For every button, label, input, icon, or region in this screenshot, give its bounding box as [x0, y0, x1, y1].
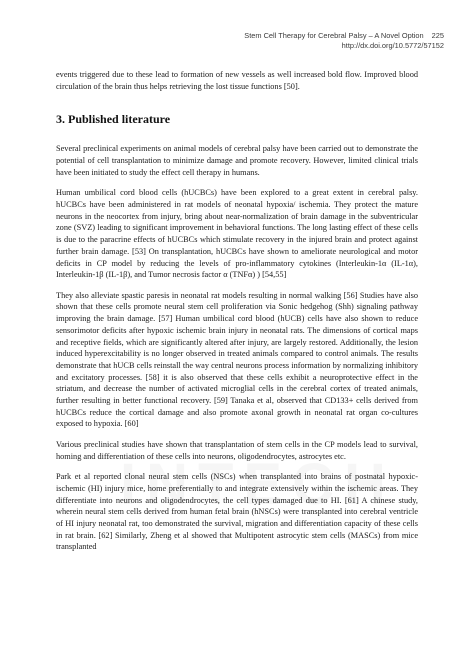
section-heading: 3. Published literature	[56, 112, 171, 127]
paragraph: Various preclinical studies have shown that transplantation of stem cells in the CP models lead to survival, homing and differentiation of these cells into neurons, oligodendrocytes, astrocytes etc.	[56, 439, 418, 461]
paragraph: events triggered due to these lead to formation of new vessels as well increased bold flow. Improved blood circulation of the brain thus helps retrieving the lost tissue functions [50].	[56, 70, 418, 91]
running-title: Stem Cell Therapy for Cerebral Palsy – A Novel Option	[244, 31, 424, 40]
paragraph: Park et al reported clonal neural stem cells (NSCs) when transplanted into brains of postnatal hypoxic-ischemic (HI) injury mice, home preferentially to and integrate extensively within the ischemic areas. They differentiate into neurons and oligodendrocytes, the cell types damaged due to HI. [61] A chinese study, wherein neural stem cells derived from human fetal brain (hNSCs) were transplanted into cerebral ventricle of HI injury neonatal rat, too demonstrated the survival, migration and differentiation capacity of these cells in rat brain. [62] Similarly, Zheng et al showed that Multipotent astrocytic stem cells (MASCs) from mice transplanted	[56, 472, 418, 552]
running-header	[124, 31, 444, 51]
page-number: 225	[431, 31, 444, 40]
doi-link[interactable]: http://dx.doi.org/10.5772/57152	[341, 41, 444, 50]
body-text	[56, 69, 418, 562]
paragraph: Several preclinical experiments on animal models of cerebral palsy have been carried out to demonstrate the potential of cell transplantation to minimize damage and promote recovery. However, limited clinical trials have been initiated to study the effect cell therapy in humans.	[56, 144, 418, 177]
header-title-row	[124, 31, 444, 41]
paragraph: Human umbilical cord blood cells (hUCBCs) have been explored to a great extent in cerebral palsy. hUCBCs have been administered in rat models of neonatal hypoxia/ ischemia. They protect the mature neurons in the neocortex from injury, bring about near-normalization of brain damage in the subventricular zone (SVZ) leading to significant improvement in behavioral functions. The long lasting effect of these cells is due to the paracrine effects of hUCBCs which stimulate recovery in the injured brain and protect against further brain damage. [53] On transplantation, hUCBCs have shown to ameliorate neurological and motor deficits in CP model by reducing the levels of pro-inflammatory cytokines (Interleukin-1α (IL-1α), Interleukin-1β (IL-1β), and Tumor necrosis factor α (TNFα) ) [54,55]	[56, 188, 418, 280]
paragraph: They also alleviate spastic paresis in neonatal rat models resulting in normal walking [56] Studies have also shown that these cells promote neural stem cell proliferation via Sonic hedgehog (Shh) signaling pathway improving the brain damage. [57] Human umbilical cord blood (hUCB) cells have also shown to reduce sensorimotor deficits after hypoxic ischemic brain injury in neonatal rats. The dimensions of cortical maps and receptive fields, which are significantly altered after injury, are largely restored. Additionally, the lesion induced hyperexcitability is no longer observed in treated animals compared to control animals. The results demonstrate that hUCB cells reinstall the way central neurons process information by normalizing inhibitory and excitatory processes. [58] it is also observed that these cells exhibit a neuroprotective effect in the striatum, and decrease the number of activated microglial cells in the cerebral cortex of treated animals, further resulting in better functional recovery. [59] Tanaka et al, observed that CD133+ cells derived from hUCBCs reduce the cortical damage and also promote axonal growth in neonatal rat organ co-cultures exposed to hypoxia. [60]	[56, 290, 418, 429]
